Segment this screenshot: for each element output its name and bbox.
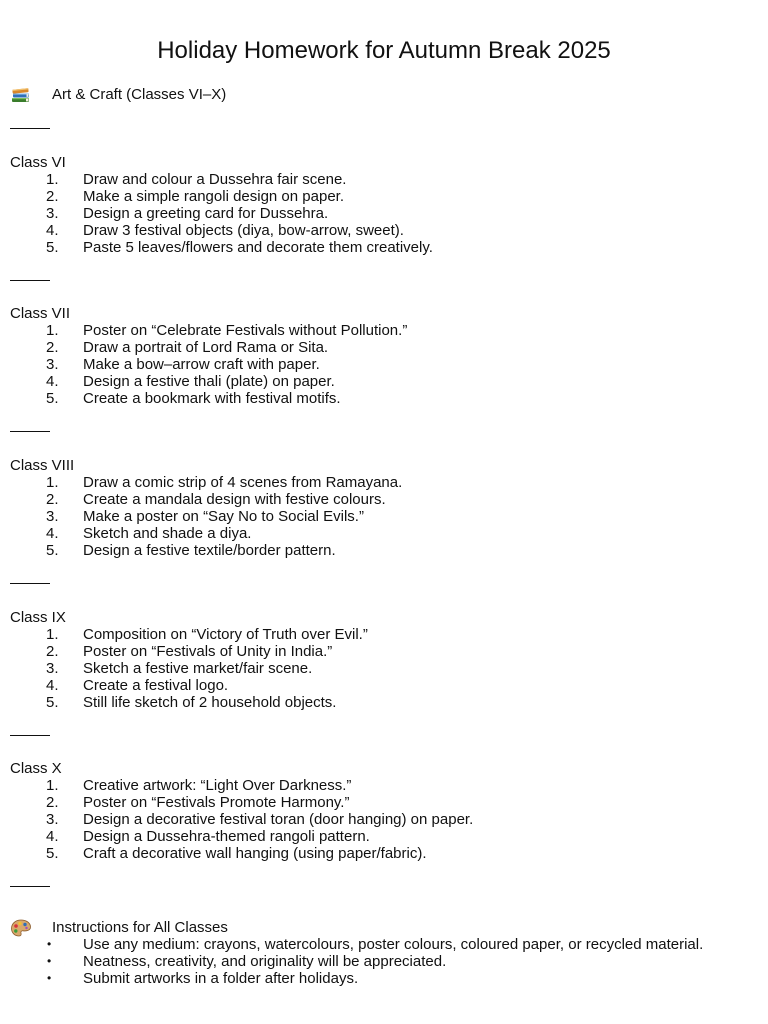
page-title: Holiday Homework for Autumn Break 2025	[157, 37, 611, 64]
bullet: •	[47, 937, 52, 951]
divider	[10, 735, 50, 736]
instructions-heading	[10, 918, 228, 938]
books-icon	[10, 85, 32, 105]
bullet: •	[47, 954, 52, 968]
art-craft-heading-text: Art & Craft (Classes VI–X)	[52, 86, 227, 103]
palette-icon	[10, 918, 32, 938]
bullet: •	[47, 971, 52, 985]
divider	[10, 886, 50, 887]
divider	[10, 583, 50, 584]
class-title: Class X	[10, 760, 62, 777]
class-title: Class IX	[10, 609, 66, 626]
divider	[10, 128, 50, 129]
instructions-heading-text: Instructions for All Classes	[52, 919, 228, 936]
class-title: Class VI	[10, 154, 66, 171]
class-title: Class VIII	[10, 457, 75, 474]
class-title: Class VII	[10, 305, 71, 322]
divider	[10, 431, 50, 432]
art-craft-heading	[10, 85, 226, 105]
divider	[10, 280, 50, 281]
